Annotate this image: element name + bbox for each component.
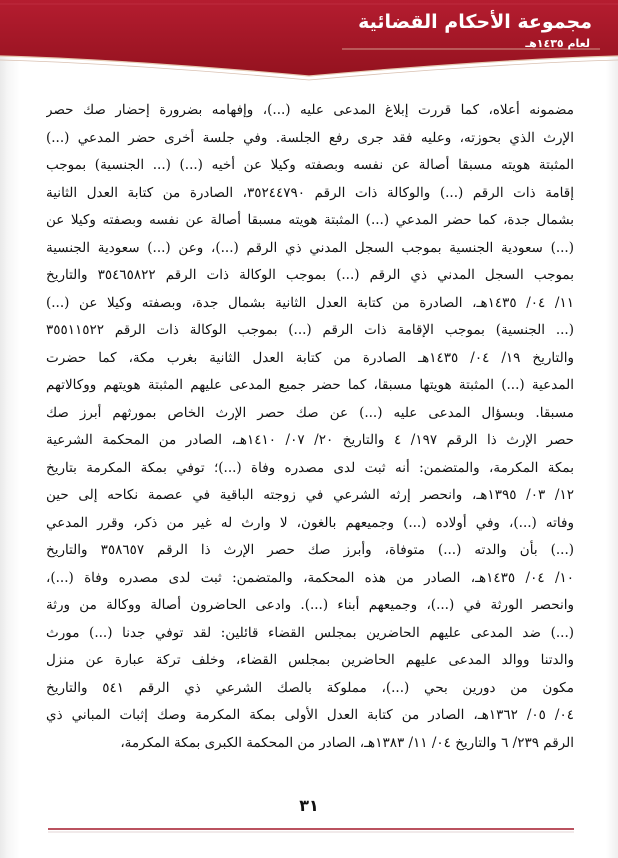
text-line: المثبتة هويته مسبقا أصالة عن نفسه وبصفته وكيلا عن أخيه (...) (... الجنسية) بموجب xyxy=(46,157,574,173)
text-line: وانحصر الورثة في (...)، وجميعهم أبناء (...). وادعى الحاضرون أصالة ووكالة من ورثة xyxy=(46,597,574,613)
text-line: مكون من دورين بحي (...)، مملوكة بالصك الشرعي ذي الرقم ٥٤١ والتاريخ xyxy=(46,679,574,696)
text-line: مسبقا. وبسؤال المدعى عليه (...) عن صك حصر الإرث الخاص بمورثهم أبرز صك xyxy=(46,404,574,421)
header-banner xyxy=(0,0,618,82)
page-edge xyxy=(606,0,618,858)
text-line: المدعية (...) المثبتة هويتها مسبقا، كما حضر جميع المدعى عليهم المثبتة هويتهم ووكالاتهم xyxy=(46,377,574,393)
footer-divider xyxy=(48,826,574,836)
text-line: بمكة المكرمة، والمتضمن: أنه ثبت لدى مصدره وفاة (...)؛ توفي بمكة المكرمة بتاريخ xyxy=(46,459,574,476)
text-line: الإرث الذي بحوزته، وعليه فقد جرى رفع الجلسة. وفي جلسة أخرى حضر المدعي (...) xyxy=(46,129,574,146)
text-line: الرقم ٢٣٩/ ٦ والتاريخ ٠٤/ ١١/ ١٣٨٣هـ، الصادر من المحكمة الكبرى بمكة المكرمة، xyxy=(120,734,574,751)
book-title: مجموعة الأحكام القضائية xyxy=(358,11,592,33)
text-line: حصر الإرث ذا الرقم ١٩٧/ ٤ والتاريخ ٢٠/ ٠٧/ ١٤١٠هـ، الصادر من المحكمة الشرعية xyxy=(46,432,574,448)
text-line: ١١/ ٠٤/ ١٤٣٥هـ، الصادرة من كتابة العدل الثانية بشمال جدة، وبصفته وكيلا عن (...) xyxy=(46,294,574,311)
text-line: إقامة ذات الرقم (...) والوكالة ذات الرقم ٣٥٢٤٤٧٩٠، الصادرة من كتابة العدل الثانية xyxy=(46,184,574,201)
text-line: ٠٤/ ٠٥/ ١٣٦٢هـ، الصادر من كتابة العدل الأولى بمكة المكرمة وصك إثبات المباني ذي xyxy=(46,707,574,723)
text-line: والدتنا ووالد المدعى عليهم الحاضرين بمجلس القضاء، وخلف تركة عبارة عن منزل xyxy=(46,652,574,668)
text-line: والتاريخ ١٩/ ٠٤/ ١٤٣٥هـ الصادرة من كتابة العدل الثانية بغرب مكة، كما حضرت xyxy=(46,349,574,366)
text-line: وفاته (...)، وفي أولاده (...) وجميعهم بالغون، لا وارث له غير من ذكر، وقرر المدعي xyxy=(46,514,574,531)
text-line: ١٠/ ٠٤/ ١٤٣٥هـ، الصادر من هذه المحكمة، والمتضمن: ثبت لدى مصدره وفاة (...)، xyxy=(46,569,574,586)
text-line: بشمال جدة، كما حضر المدعي (...) المثبتة هويته مسبقا أصالة عن نفسه وبصفته وكيلا عن xyxy=(46,212,574,228)
text-line: بموجب السجل المدني ذي الرقم (...) بموجب الوكالة ذات الرقم ٣٥٤٦٥٨٢٢ والتاريخ xyxy=(46,267,574,283)
text-line: ١٢/ ٠٣/ ١٣٩٥هـ، وانحصر إرثه الشرعي في زوجته الباقية في عصمة نكاحه إلى حين xyxy=(46,487,574,503)
text-line: (... الجنسية) بموجب الإقامة ذات الرقم (...) بموجب الوكالة ذات الرقم ٣٥٥١١٥٢٢ xyxy=(46,322,574,338)
text-line: (...) سعودية الجنسية بموجب السجل المدني ذي الرقم (...)، وعن (...) سعودية الجنسية xyxy=(46,239,574,256)
text-line: (...) ضد المدعى عليهم الحاضرين بمجلس القضاء قائلين: لقد توفي جدنا (...) مورث xyxy=(46,624,574,641)
document-body xyxy=(46,97,574,757)
text-line: مضمونه أعلاه، كما قررت إبلاغ المدعى عليه (...)، وإفهامه بضرورة إحضار صك حصر xyxy=(46,102,574,118)
text-line: (...) بأن والدته (...) متوفاة، وأبرز صك حصر الإرث ذا الرقم ٣٥٨٦٥٧ والتاريخ xyxy=(46,542,574,558)
page-number: ٣١ xyxy=(299,796,319,815)
book-year: لعام ١٤٣٥هـ xyxy=(525,37,590,50)
